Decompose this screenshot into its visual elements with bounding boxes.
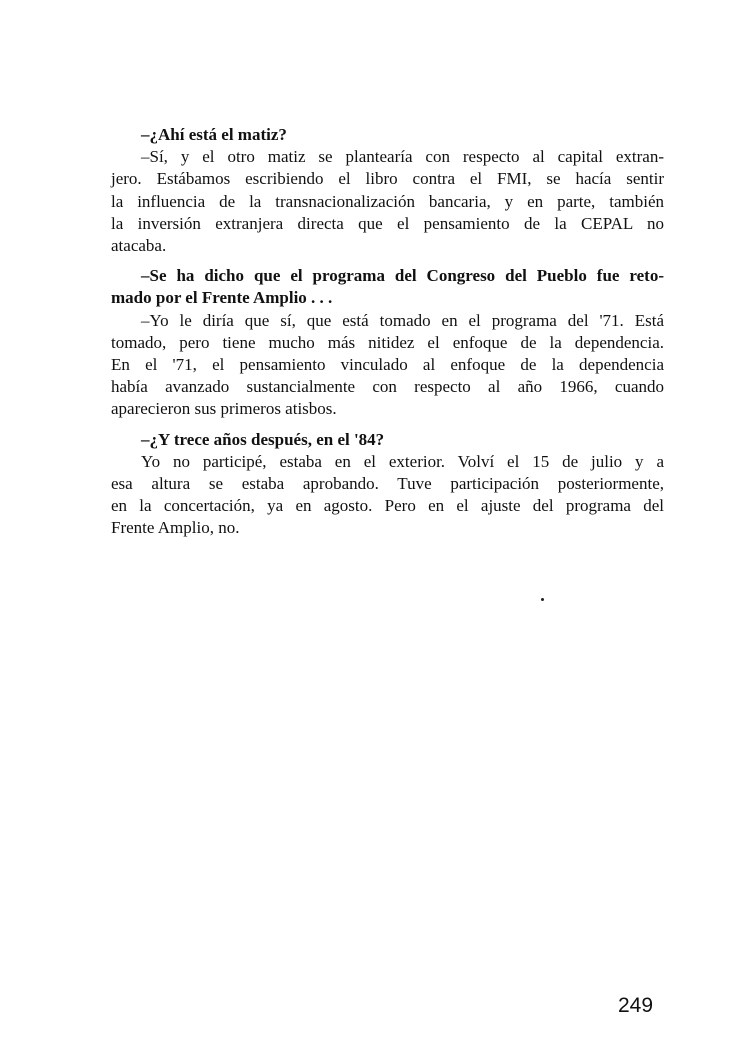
text-line: la inversión extranjera directa que el pensamiento de la CEPAL no	[111, 213, 664, 233]
answer-paragraph	[111, 146, 664, 257]
text-line: aparecieron sus primeros atisbos.	[111, 399, 337, 419]
text-line: –Yo le diría que sí, que está tomado en el programa del '71. Está	[141, 310, 664, 330]
print-speck	[541, 598, 544, 601]
text-line: jero. Estábamos escribiendo el libro contra el FMI, se hacía sentir	[111, 169, 664, 189]
text-line: mado por el Frente Amplio . . .	[111, 288, 333, 308]
interview-text	[111, 124, 664, 540]
question-paragraph	[111, 265, 664, 309]
question-paragraph	[111, 429, 664, 451]
text-line: –Sí, y el otro matiz se plantearía con respecto al capital extran-	[141, 147, 664, 167]
question-paragraph	[111, 124, 664, 146]
page-number: 249	[618, 994, 654, 1017]
text-line: atacaba.	[111, 236, 167, 256]
text-line: en la concertación, ya en agosto. Pero en el ajuste del programa del	[111, 496, 664, 516]
text-line: Frente Amplio, no.	[111, 518, 240, 538]
text-line: En el '71, el pensamiento vinculado al enfoque de la dependencia	[111, 355, 664, 375]
text-line: la influencia de la transnacionalización bancaria, y en parte, también	[111, 191, 664, 211]
text-line: –¿Ahí está el matiz?	[141, 125, 287, 144]
text-line: Yo no participé, estaba en el exterior. Volví el 15 de julio y a	[141, 451, 664, 471]
answer-paragraph	[111, 451, 664, 540]
text-line: esa altura se estaba aprobando. Tuve participación posteriormente,	[111, 474, 664, 494]
text-line: había avanzado sustancialmente con respecto al año 1966, cuando	[111, 377, 664, 397]
text-line: –¿Y trece años después, en el '84?	[141, 429, 385, 449]
answer-paragraph	[111, 310, 664, 421]
text-line: tomado, pero tiene mucho más nitidez el enfoque de la dependencia.	[111, 332, 664, 352]
text-line: –Se ha dicho que el programa del Congreso del Pueblo fue reto-	[141, 266, 664, 286]
